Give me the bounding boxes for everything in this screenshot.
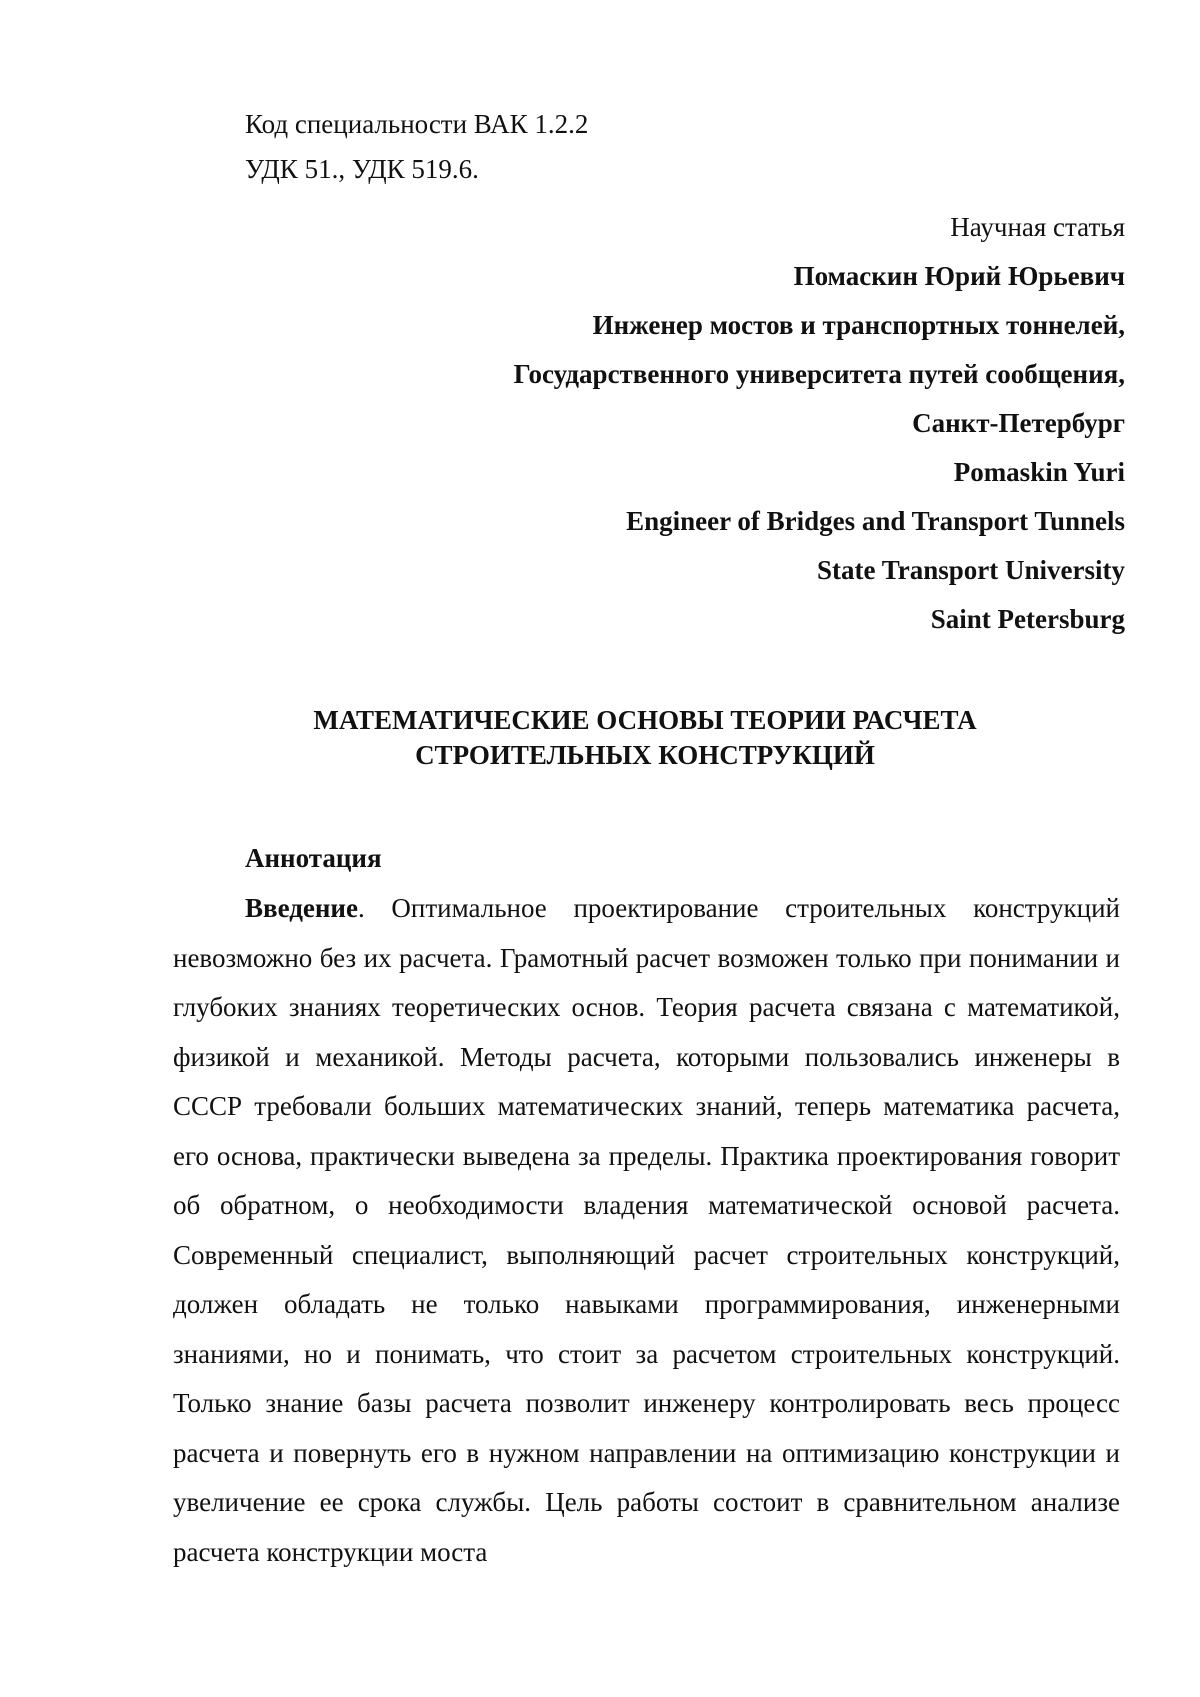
- author-name-en: Pomaskin Yuri: [953, 457, 1125, 487]
- article-title: [0, 703, 1200, 773]
- abstract-heading: Аннотация: [245, 843, 382, 873]
- author-position-en: Engineer of Bridges and Transport Tunnels: [626, 506, 1125, 536]
- author-block: [514, 211, 1125, 652]
- author-city-ru: Санкт-Петербург: [912, 408, 1125, 438]
- intro-text: . Оптимальное проектирование строительных конструкций невозможно без их расчета. Грамотный расчет возможен только при понимании и глубоких знаниях теоретических основ. Теория расчета связана с математикой, физикой и механикой. Методы расчета, которыми пользовались инженеры в СССР требовали больших математических знаний, теперь математика расчета, его основа, практически выведена за пределы. Практика проектирования говорит об обратном, о необходимости владения математической основой расчета. Современный специалист, выполняющий расчет строительных конструкций, должен обладать не только навыками программирования, инженерными знаниями, но и понимать, что стоит за расчетом строительных конструкций. Только знание базы расчета позволит инженеру контролировать весь процесс расчета и повернуть его в нужном направлении на оптимизацию конструкции и увеличение ее срока службы. Цель работы состоит в сравнительном анализе расчета конструкции моста: [173, 893, 1120, 1567]
- author-position-ru: Инженер мостов и транспортных тоннелей,: [592, 310, 1125, 340]
- vak-code: Код специальности ВАК 1.2.2: [245, 109, 589, 139]
- abstract-paragraph: [173, 884, 1120, 1577]
- intro-label: Введение: [245, 893, 358, 923]
- title-line-2: СТРОИТЕЛЬНЫХ КОНСТРУКЦИЙ: [415, 740, 875, 770]
- author-university-ru: Государственного университета путей сообщения,: [513, 359, 1125, 389]
- title-line-1: МАТЕМАТИЧЕСКИЕ ОСНОВЫ ТЕОРИИ РАСЧЕТА: [313, 705, 977, 735]
- udk-code: УДК 51., УДК 519.6.: [245, 154, 479, 184]
- article-type: Научная статья: [950, 212, 1125, 242]
- author-university-en: State Transport University: [817, 555, 1125, 585]
- author-name-ru: Помаскин Юрий Юрьевич: [793, 261, 1125, 291]
- author-city-en: Saint Petersburg: [930, 604, 1125, 634]
